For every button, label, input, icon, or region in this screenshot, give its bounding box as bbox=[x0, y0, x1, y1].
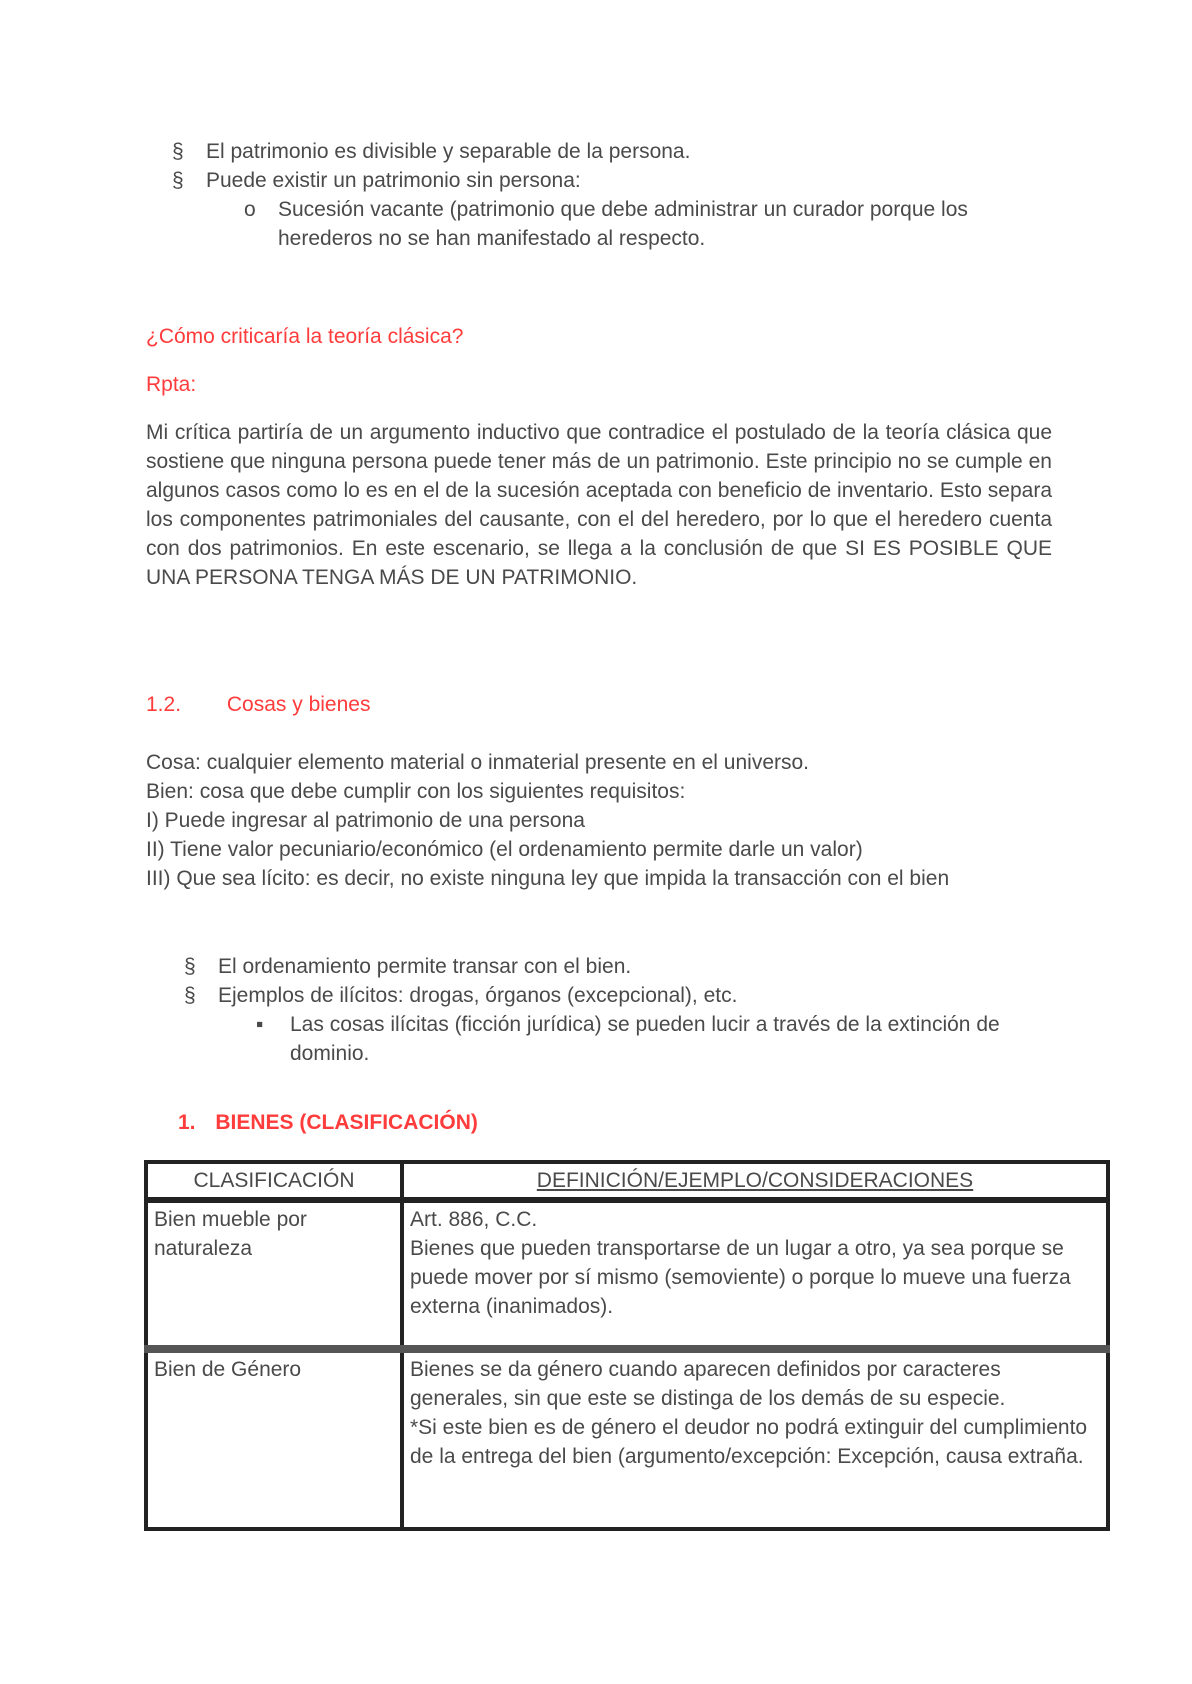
bullet-icon: o bbox=[244, 198, 256, 221]
text-line: Bien: cosa que debe cumplir con los siguientes requisitos: bbox=[146, 780, 686, 803]
heading-critica: ¿Cómo criticaría la teoría clásica? bbox=[146, 325, 464, 348]
list-item-text: Puede existir un patrimonio sin persona: bbox=[206, 169, 581, 192]
table-header-row bbox=[146, 1162, 1108, 1200]
list-item-text: El patrimonio es divisible y separable de la persona. bbox=[206, 140, 691, 163]
heading-cosas-bienes bbox=[146, 690, 370, 719]
table-row bbox=[146, 1200, 1108, 1349]
text-line: I) Puede ingresar al patrimonio de una persona bbox=[146, 809, 585, 832]
paragraph-critica: Mi crítica partiría de un argumento inductivo que contradice el postulado de la teoría clásica que sostiene que ninguna persona puede tener más de un patrimonio. Este principio no se cumple en algunos casos como lo es en el de la sucesión aceptada con beneficio de inventario. Esto separa los componentes patrimoniales del causante, con el del heredero, por lo que el heredero cuenta con dos patrimonios. En este escenario, se llega a la conclusión de que SI ES POSIBLE QUE UNA PERSONA TENGA MÁS DE UN PATRIMONIO. bbox=[146, 421, 1052, 589]
heading-number: 1.2. bbox=[146, 693, 182, 716]
table-cell-classification: Bien mueble por naturaleza bbox=[146, 1200, 402, 1349]
table-header-cell: CLASIFICACIÓN bbox=[146, 1162, 402, 1200]
text-line: II) Tiene valor pecuniario/económico (el ordenamiento permite darle un valor) bbox=[146, 838, 863, 861]
bullet-icon: § bbox=[184, 984, 196, 1007]
cosas-bullet-list bbox=[184, 952, 1058, 1068]
section-heading-bienes bbox=[178, 1108, 478, 1137]
text-line: Cosa: cualquier elemento material o inmaterial presente en el universo. bbox=[146, 751, 810, 774]
list-item bbox=[172, 137, 1046, 166]
table-cell-definition bbox=[402, 1349, 1108, 1529]
list-item-text: Ejemplos de ilícitos: drogas, órganos (excepcional), etc. bbox=[218, 984, 738, 1007]
bullet-icon: § bbox=[184, 955, 196, 978]
cell-line: Art. 886, C.C. bbox=[410, 1208, 538, 1231]
paragraph-cosas bbox=[146, 748, 1046, 893]
table-cell-classification: Bien de Género bbox=[146, 1349, 402, 1529]
text-line: III) Que sea lícito: es decir, no existe ninguna ley que impida la transacción con el bien bbox=[146, 867, 950, 890]
heading-number: 1. bbox=[178, 1111, 196, 1134]
heading-rpta: Rpta: bbox=[146, 373, 197, 396]
bullet-icon: § bbox=[172, 169, 184, 192]
list-item bbox=[184, 952, 1058, 981]
table-row bbox=[146, 1349, 1108, 1529]
table-header-cell: DEFINICIÓN/EJEMPLO/CONSIDERACIONES bbox=[402, 1162, 1108, 1200]
list-item-text: Sucesión vacante (patrimonio que debe administrar un curador porque los herederos no se han manifestado al respecto. bbox=[278, 198, 968, 250]
table-cell-definition bbox=[402, 1200, 1108, 1349]
bienes-table bbox=[144, 1160, 1110, 1531]
bullet-icon: ▪ bbox=[256, 1013, 264, 1036]
cell-line: *Si este bien es de género el deudor no podrá extinguir del cumplimiento de la entrega del bien (argumento/excepción: Excepción, causa extraña. bbox=[410, 1416, 1088, 1468]
list-item-text: El ordenamiento permite transar con el bien. bbox=[218, 955, 632, 978]
cell-line: Bienes que pueden transportarse de un lugar a otro, ya sea porque se puede mover por sí mismo (semoviente) o porque lo mueve una fuerza externa (inanimados). bbox=[410, 1237, 1071, 1318]
list-item bbox=[184, 981, 1058, 1010]
bullet-icon: § bbox=[172, 140, 184, 163]
heading-title: BIENES (CLASIFICACIÓN) bbox=[215, 1111, 478, 1134]
cell-line: Bienes se da género cuando aparecen definidos por caracteres generales, sin que este se distinga de los demás de su especie. bbox=[410, 1358, 1006, 1410]
top-bullet-list bbox=[172, 137, 1046, 253]
list-item-text: Las cosas ilícitas (ficción jurídica) se pueden lucir a través de la extinción de dominio. bbox=[290, 1013, 1000, 1065]
sub-list-item bbox=[244, 195, 978, 253]
list-item bbox=[172, 166, 1046, 195]
heading-title: Cosas y bienes bbox=[226, 693, 371, 716]
sub-list-item bbox=[256, 1010, 1050, 1068]
